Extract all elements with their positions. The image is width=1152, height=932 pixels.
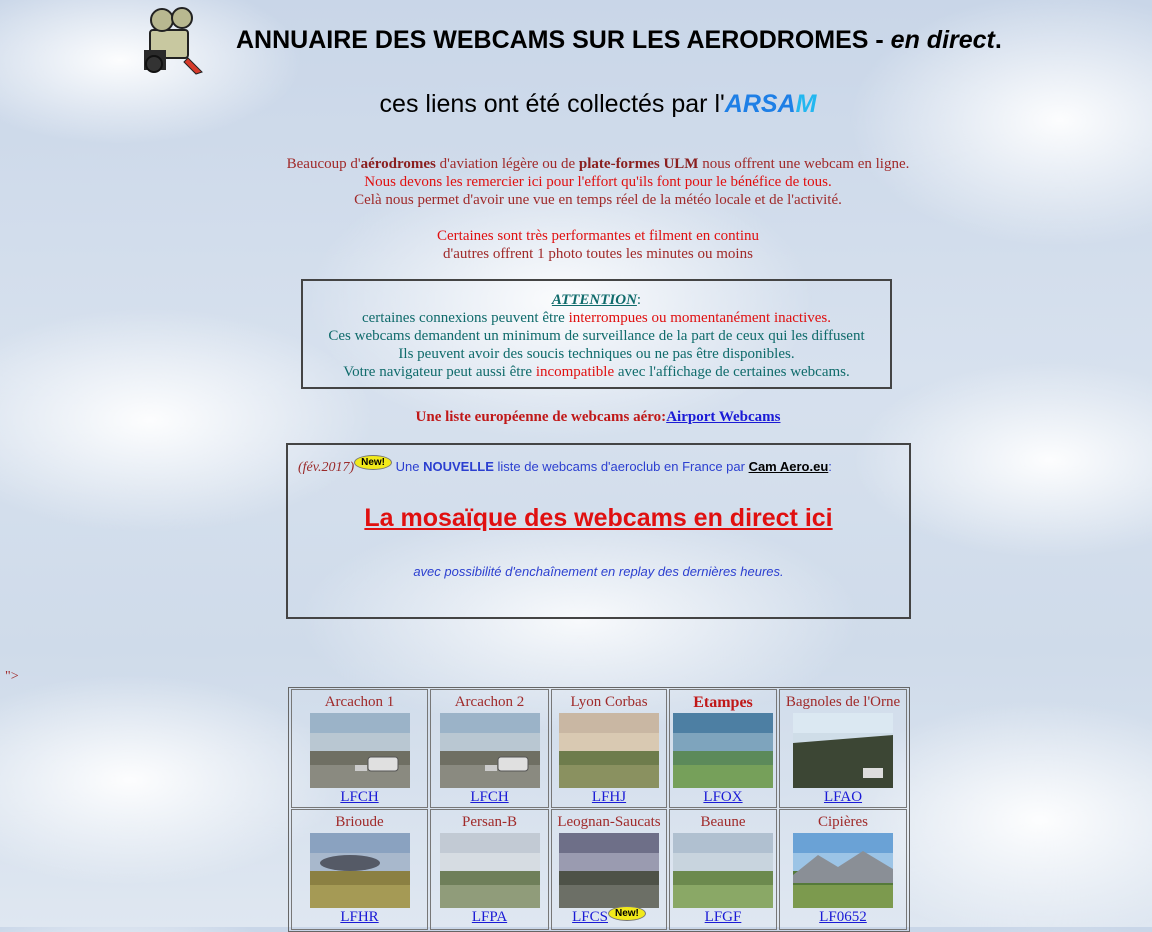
webcam-cell xyxy=(779,689,907,808)
subtitle: ces liens ont été collectés par l'ARSAM xyxy=(379,90,817,118)
replay-note: avec possibilité d'enchaînement en replay des dernières heures. xyxy=(413,564,784,579)
webcam-thumbnail[interactable] xyxy=(310,833,410,908)
stray-text: "> xyxy=(5,669,19,684)
title-italic: en direct xyxy=(890,26,995,54)
movie-camera-icon xyxy=(142,6,204,78)
webcam-code-link[interactable]: LFCS xyxy=(572,909,608,925)
webcam-code-link[interactable]: LFHJ xyxy=(591,789,627,805)
webcam-code-row xyxy=(780,908,906,926)
camaero-box xyxy=(286,443,911,619)
webcam-code-link[interactable]: LFOX xyxy=(703,789,743,805)
intro-text: Beaucoup d'aérodromes d'aviation légère ou de plate-formes ULM nous offrent une webcam en ligne. Nous devons les remercier ici pour l'effort qu'ils font pour le bénéfice de tous. Celà nous permet d'avoir une vue en temps réel de la météo locale et de l'activité. Certaines sont très performantes et filment en continu d'autres offrent 1 photo toutes les minutes ou moins xyxy=(286,156,910,262)
european-list-line: Une liste européenne de webcams aéro:Airport Webcams xyxy=(415,409,781,425)
webcam-code-link[interactable]: LF0652 xyxy=(819,909,867,925)
webcam-code-row xyxy=(292,908,427,926)
webcam-cell xyxy=(669,809,777,930)
webcam-cell xyxy=(291,809,428,930)
webcam-thumbnail[interactable] xyxy=(310,713,410,788)
webcam-grid xyxy=(288,687,910,932)
webcam-thumbnail[interactable] xyxy=(559,713,659,788)
arsam-logo-text: ARSA xyxy=(724,90,796,118)
page-title: ANNUAIRE DES WEBCAMS SUR LES AERODROMES - en direct. xyxy=(236,26,1002,54)
webcam-cell xyxy=(669,689,777,808)
webcam-thumbnail[interactable] xyxy=(673,713,773,788)
webcam-name: Arcachon 2 xyxy=(454,694,525,710)
webcam-name: Cipières xyxy=(818,814,868,830)
webcam-cell xyxy=(430,689,549,808)
webcam-name: Beaune xyxy=(700,814,746,830)
webcam-code-link[interactable]: LFCH xyxy=(470,789,509,805)
new-badge-icon: New! xyxy=(354,455,392,470)
webcam-code-row xyxy=(670,788,776,806)
webcam-code-link[interactable]: LFGF xyxy=(704,909,742,925)
attention-box: ATTENTION: certaines connexions peuvent être interrompues ou momentanément inactives. Ces webcams demandent un minimum de surveillance de la part de ceux qui les diffusent Ils peuvent avoir des soucis techniques ou ne pas être disponibles. Votre navigateur peut aussi être incompatible avec l'affichage de certaines webcams. xyxy=(301,279,892,389)
webcam-thumbnail[interactable] xyxy=(673,833,773,908)
webcam-thumbnail[interactable] xyxy=(440,833,540,908)
webcam-thumbnail[interactable] xyxy=(793,833,893,908)
webcam-code-link[interactable]: LFHR xyxy=(340,909,379,925)
webcam-thumbnail[interactable] xyxy=(793,713,893,788)
webcam-code-link[interactable]: LFAO xyxy=(823,789,863,805)
webcam-name: Lyon Corbas xyxy=(570,694,648,710)
webcam-cell xyxy=(551,809,667,930)
webcam-code-row xyxy=(552,908,666,926)
webcam-thumbnail[interactable] xyxy=(440,713,540,788)
webcam-code-link[interactable]: LFCH xyxy=(340,789,379,805)
announcement-date: (fév.2017) xyxy=(298,460,355,475)
webcam-code-link[interactable]: LFPA xyxy=(471,909,508,925)
webcam-cell xyxy=(291,689,428,808)
webcam-cell xyxy=(779,809,907,930)
webcam-cell xyxy=(551,689,667,808)
webcam-name: Persan-B xyxy=(462,814,517,830)
camaero-link[interactable]: Cam Aero.eu xyxy=(748,459,829,474)
attention-title: ATTENTION xyxy=(551,292,637,308)
webcam-code-row xyxy=(552,788,666,806)
webcam-thumbnail[interactable] xyxy=(559,833,659,908)
webcam-name: Bagnoles de l'Orne xyxy=(785,694,901,710)
webcam-code-row xyxy=(431,788,548,806)
new-badge-icon: New! xyxy=(608,906,646,921)
page-header xyxy=(140,6,1070,78)
webcam-name: Arcachon 1 xyxy=(324,694,395,710)
webcam-name: Brioude xyxy=(335,814,384,830)
webcam-cell xyxy=(430,809,549,930)
webcam-code-row xyxy=(292,788,427,806)
arsam-logo-m: M xyxy=(795,90,817,118)
camaero-announcement: (fév.2017) New! Une NOUVELLE liste de webcams d'aeroclub en France par Cam Aero.eu: xyxy=(298,457,832,475)
webcam-code-row xyxy=(431,908,548,926)
webcam-code-row xyxy=(780,788,906,806)
webcam-code-row xyxy=(670,908,776,926)
airport-webcams-link[interactable]: Airport Webcams xyxy=(666,409,781,425)
webcam-name: Leognan-Saucats xyxy=(557,814,661,830)
webcam-name: Etampes xyxy=(693,694,753,711)
mosaic-link[interactable]: La mosaïque des webcams en direct ici xyxy=(364,504,833,532)
